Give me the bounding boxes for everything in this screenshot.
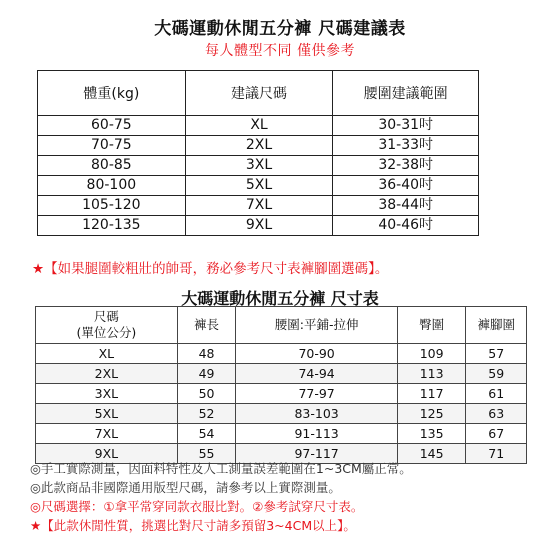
header-suggested-size: 建議尺碼 xyxy=(185,71,333,116)
cell-waist: 83-103 xyxy=(236,404,398,424)
note-size-selection: ◎尺碼選擇：①拿平常穿同款衣服比對。②參考試穿尺寸表。 xyxy=(30,499,364,514)
table-row xyxy=(38,116,479,136)
header-length: 褲長 xyxy=(177,307,236,344)
cell-size: XL xyxy=(185,116,333,136)
cell-weight: 120-135 xyxy=(38,216,186,236)
table-header-row xyxy=(36,307,527,344)
cell-hip: 117 xyxy=(397,384,466,404)
cell-hem: 59 xyxy=(466,364,527,384)
size-recommendation-table xyxy=(37,70,479,236)
size-recommendation-subtitle: 每人體型不同 僅供參考 xyxy=(205,43,355,59)
leg-size-note: ★【如果腿圍較粗壯的帥哥，務必參考尺寸表褲腳圍選碼】。 xyxy=(32,261,389,277)
table-row xyxy=(36,404,527,424)
cell-hip: 109 xyxy=(397,344,466,364)
notes-block xyxy=(30,459,412,535)
cell-size: 2XL xyxy=(36,364,178,384)
cell-weight: 80-85 xyxy=(38,156,186,176)
cell-waist: 91-113 xyxy=(236,424,398,444)
header-size-label: 尺碼 xyxy=(93,309,119,324)
size-recommendation-title: 大碼運動休閒五分褲 尺碼建議表 xyxy=(154,19,406,39)
cell-length: 52 xyxy=(177,404,236,424)
header-size-unit: (單位公分) xyxy=(76,325,137,340)
header-hip: 臀圍 xyxy=(397,307,466,344)
cell-waist: 38-44吋 xyxy=(333,196,479,216)
cell-hem: 57 xyxy=(466,344,527,364)
cell-waist: 31-33吋 xyxy=(333,136,479,156)
table-header-row xyxy=(38,71,479,116)
table-row xyxy=(36,364,527,384)
cell-weight: 70-75 xyxy=(38,136,186,156)
table-row xyxy=(38,176,479,196)
cell-length: 50 xyxy=(177,384,236,404)
cell-length: 55 xyxy=(177,444,236,464)
cell-weight: 80-100 xyxy=(38,176,186,196)
header-weight: 體重(kg) xyxy=(38,71,186,116)
note-leave-room: ★【此款休閒性質，挑選比對尺寸請多預留3~4CM以上】。 xyxy=(30,518,356,533)
table-row xyxy=(36,344,527,364)
cell-waist: 30-31吋 xyxy=(333,116,479,136)
size-chart-title: 大碼運動休閒五分褲 尺寸表 xyxy=(181,289,379,308)
cell-waist: 32-38吋 xyxy=(333,156,479,176)
cell-waist: 70-90 xyxy=(236,344,398,364)
header-size xyxy=(36,307,178,344)
cell-hip: 113 xyxy=(397,364,466,384)
cell-hem: 67 xyxy=(466,424,527,444)
cell-hip: 135 xyxy=(397,424,466,444)
table-row xyxy=(36,384,527,404)
cell-waist: 36-40吋 xyxy=(333,176,479,196)
table-row xyxy=(36,424,527,444)
cell-size: 2XL xyxy=(185,136,333,156)
cell-size: 5XL xyxy=(36,404,178,424)
cell-waist: 74-94 xyxy=(236,364,398,384)
cell-size: 7XL xyxy=(36,424,178,444)
table-row xyxy=(38,156,479,176)
cell-size: 9XL xyxy=(36,444,178,464)
cell-size: 3XL xyxy=(185,156,333,176)
cell-hip: 125 xyxy=(397,404,466,424)
note-non-international-size: ◎此款商品非國際通用版型尺碼，請參考以上實際測量。 xyxy=(30,480,341,495)
cell-length: 48 xyxy=(177,344,236,364)
cell-weight: 105-120 xyxy=(38,196,186,216)
cell-hem: 71 xyxy=(466,444,527,464)
cell-size: XL xyxy=(36,344,178,364)
note-measurement-error: ◎手工實際測量，因面料特性及人工測量誤差範圍在1~3CM屬正常。 xyxy=(30,461,412,476)
cell-size: 3XL xyxy=(36,384,178,404)
cell-size: 9XL xyxy=(185,216,333,236)
table-row xyxy=(38,216,479,236)
header-waist: 腰圍:平鋪-拉伸 xyxy=(236,307,398,344)
cell-waist: 40-46吋 xyxy=(333,216,479,236)
table-row xyxy=(38,136,479,156)
size-measurement-table xyxy=(35,306,527,464)
cell-weight: 60-75 xyxy=(38,116,186,136)
header-waist-range: 腰圍建議範圍 xyxy=(333,71,479,116)
cell-hem: 63 xyxy=(466,404,527,424)
cell-waist: 97-117 xyxy=(236,444,398,464)
table-row xyxy=(38,196,479,216)
cell-length: 54 xyxy=(177,424,236,444)
cell-size: 5XL xyxy=(185,176,333,196)
cell-size: 7XL xyxy=(185,196,333,216)
header-hem: 褲腳圍 xyxy=(466,307,527,344)
cell-hem: 61 xyxy=(466,384,527,404)
cell-waist: 77-97 xyxy=(236,384,398,404)
cell-hip: 145 xyxy=(397,444,466,464)
cell-length: 49 xyxy=(177,364,236,384)
